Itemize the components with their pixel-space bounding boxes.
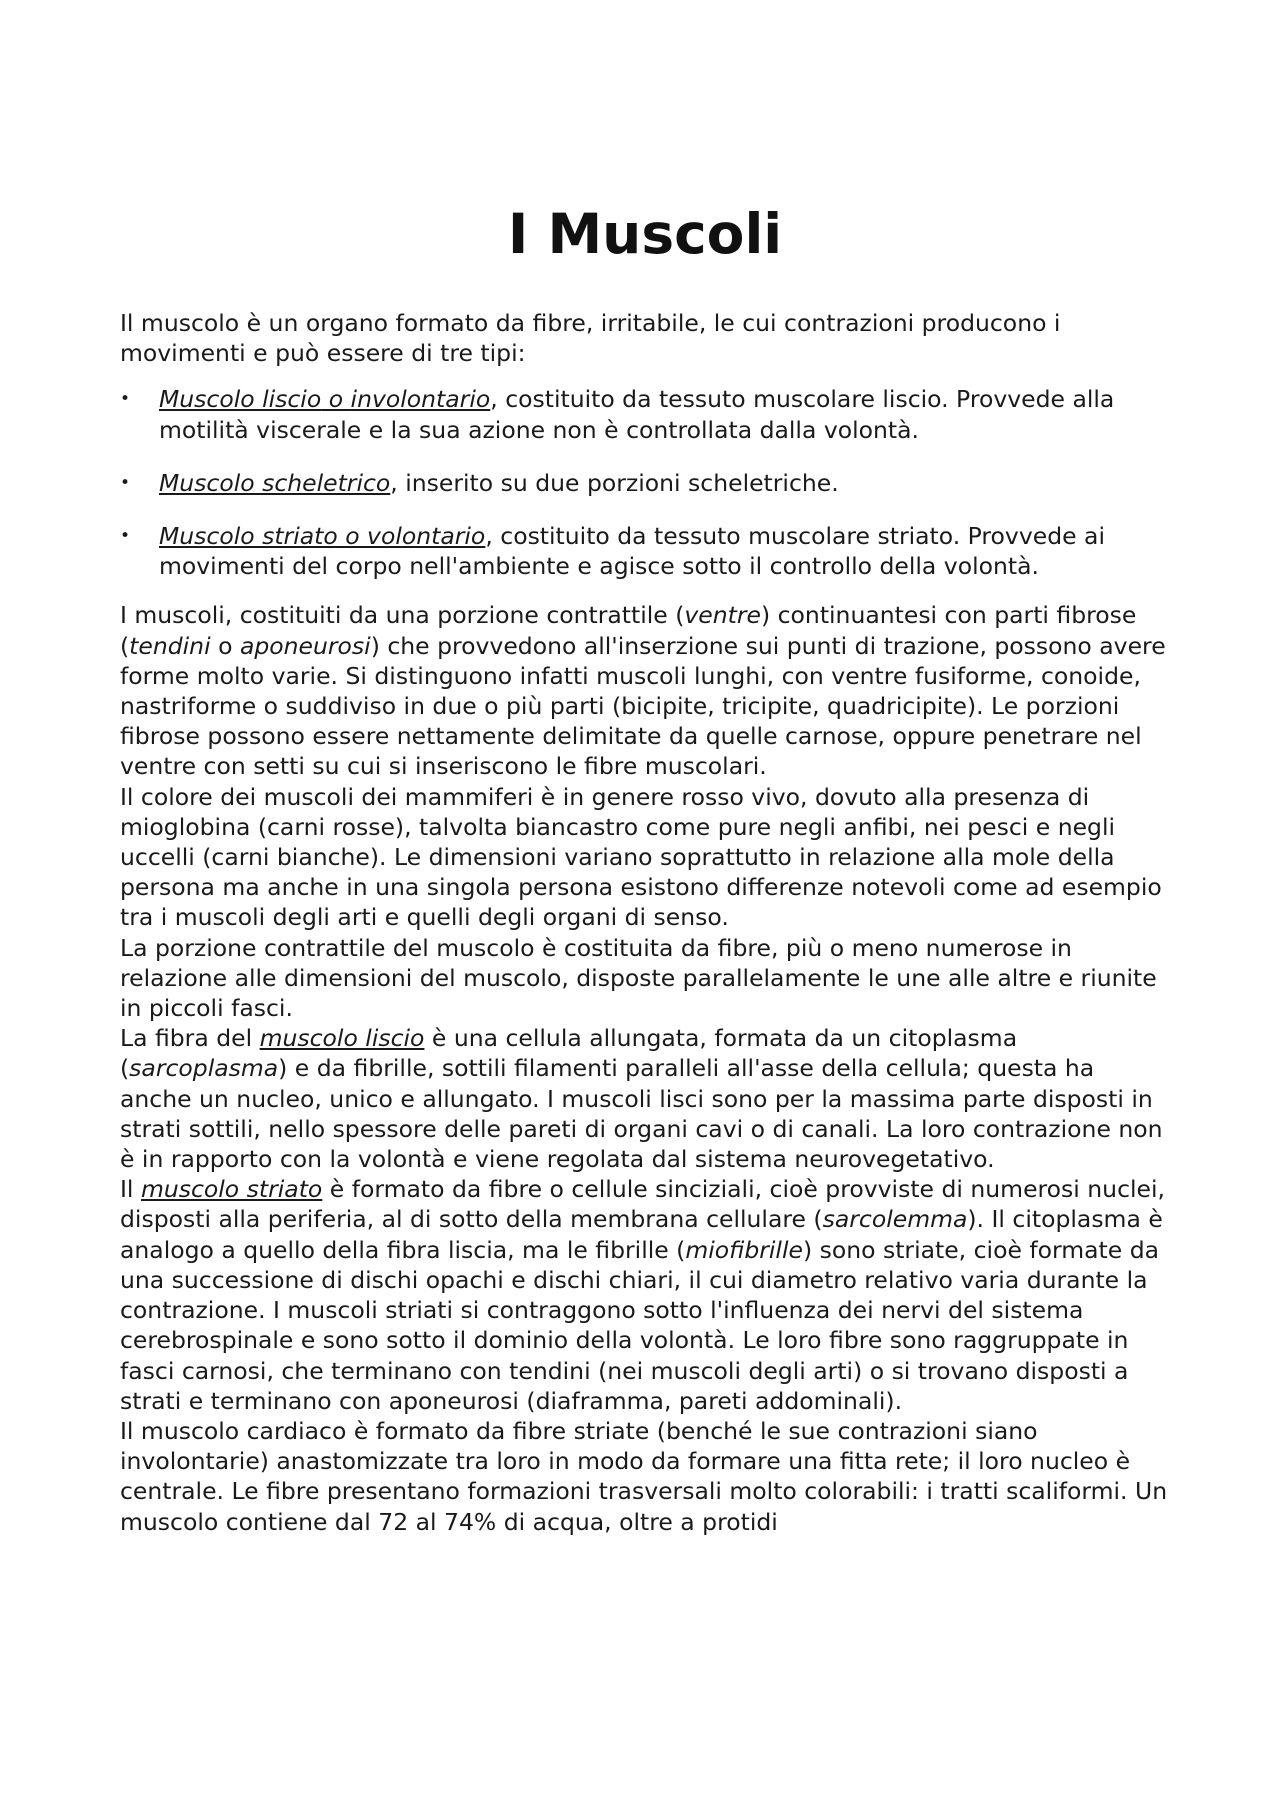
text-run: ) e da fibrille, sottili filamenti paralleli all'asse della cellula; questa ha anche un nucleo, unico e allungato. I muscoli lisci sono per la massima parte disposti in strati sottili, nello spessore delle pareti di organi cavi o di canali. La loro contrazione non è in rapporto con la volontà e viene regolata dal sistema neurovegetativo. <box>120 1054 1163 1174</box>
list-item-smooth-muscle <box>120 384 1170 444</box>
italic-term: ventre <box>684 601 761 630</box>
page-title: I Muscoli <box>507 202 783 266</box>
list-item-text: , inserito su due porzioni scheletriche. <box>390 468 839 497</box>
underlined-term: muscolo striato <box>140 1175 323 1204</box>
paragraph-smooth-fiber <box>120 1023 1170 1174</box>
list-item-skeletal-muscle <box>120 468 1170 498</box>
text-run: I muscoli, costituiti da una porzione contrattile ( <box>120 601 685 630</box>
paragraph-color: Il colore dei muscoli dei mammiferi è in genere rosso vivo, dovuto alla presenza di mioglobina (carni rosse), talvolta biancastro come pure negli anfibi, nei pesci e negli uccelli (carni bianche). Le dimensioni variano soprattutto in relazione alla mole della persona ma anche in una singola persona esistono differenze notevoli come ad esempio tra i muscoli degli arti e quelli degli organi di senso. <box>120 782 1162 932</box>
list-item-text: , costituito da tessuto muscolare liscio. Provvede alla motilità viscerale e la sua azione non è controllata dalla volontà. <box>159 385 1115 444</box>
bullet-icon: • <box>120 526 131 547</box>
text-run: ) sono striate, cioè formate da una successione di dischi opachi e dischi chiari, il cui diametro relativo varia durante la contrazione. I muscoli striati si contraggono sotto l'influenza dei nervi del sistema cerebrospinale e sono sotto il dominio della volontà. Le loro fibre sono raggruppate in fasci carnosi, che terminano con tendini (nei muscoli degli arti) o si trovano disposti a strati e terminano con aponeurosi (diaframma, pareti addominali). <box>120 1235 1160 1415</box>
italic-term: miofibrille <box>685 1235 803 1264</box>
muscle-types-list <box>120 384 1170 581</box>
term-skeletal-muscle: Muscolo scheletrico <box>159 468 391 497</box>
italic-term: tendini <box>129 631 211 660</box>
text-run: ) continuantesi con parti fibrose ( <box>120 601 1137 660</box>
paragraph-fibers: La porzione contrattile del muscolo è costituita da fibre, più o meno numerose in relazione alle dimensioni del muscolo, disposte parallelamente le une alle altre e riunite in piccoli fasci. <box>120 933 1157 1023</box>
term-striated-muscle: Muscolo striato o volontario <box>159 522 486 551</box>
text-run: ). Il citoplasma è analogo a quello della fibra liscia, ma le fibrille ( <box>120 1205 1163 1264</box>
italic-term: aponeurosi <box>239 631 371 660</box>
body-text <box>120 600 1170 1536</box>
text-run: o <box>210 631 240 660</box>
text-run: ) che provvedono all'inserzione sui punti di trazione, possono avere forme molto varie. Si distinguono infatti muscoli lunghi, con ventre fusiforme, conoide, nastriforme o suddiviso in due o più parti (bicipite, tricipite, quadricipite). Le porzioni fibrose possono essere nettamente delimitate da quelle carnose, oppure penetrare nel ventre con setti su cui si inseriscono le fibre muscolari. <box>120 631 1166 781</box>
bullet-icon: • <box>120 389 131 410</box>
text-run: è una cellula allungata, formata da un citoplasma ( <box>120 1024 1018 1083</box>
paragraph-cardiac: Il muscolo cardiaco è formato da fibre striate (benché le sue contrazioni siano involontarie) anastomizzate tra loro in modo da formare una fitta rete; il loro nucleo è centrale. Le fibre presentano formazioni trasversali molto colorabili: i tratti scaliformi. Un muscolo contiene dal 72 al 74% di acqua, oltre a protidi <box>120 1416 1168 1536</box>
term-connector: o <box>321 385 351 414</box>
list-item-text: , costituito da tessuto muscolare striato. Provvede ai movimenti del corpo nell'ambiente e agisce sotto il controllo della volontà. <box>159 522 1105 581</box>
list-item-striated-muscle <box>120 521 1170 581</box>
term-smooth-muscle: Muscolo liscio <box>159 385 322 414</box>
italic-term: sarcoplasma <box>129 1054 279 1083</box>
term-involuntary: involontario <box>350 385 491 414</box>
text-run: Il <box>120 1175 141 1204</box>
intro-paragraph: Il muscolo è un organo formato da fibre, irritabile, le cui contrazioni producono i movimenti e può essere di tre tipi: <box>120 309 1061 368</box>
document-page <box>120 198 1170 1537</box>
paragraph-forms <box>120 600 1170 781</box>
text-run: La fibra del <box>120 1024 260 1053</box>
text-run: è formato da fibre o cellule sinciziali, cioè provviste di numerosi nuclei, disposti alla periferia, al di sotto della membrana cellulare ( <box>120 1175 1165 1234</box>
paragraph-striated-fiber <box>120 1174 1170 1416</box>
underlined-term: muscolo liscio <box>259 1024 425 1053</box>
italic-term: sarcolemma <box>822 1205 968 1234</box>
bullet-icon: • <box>120 472 131 493</box>
